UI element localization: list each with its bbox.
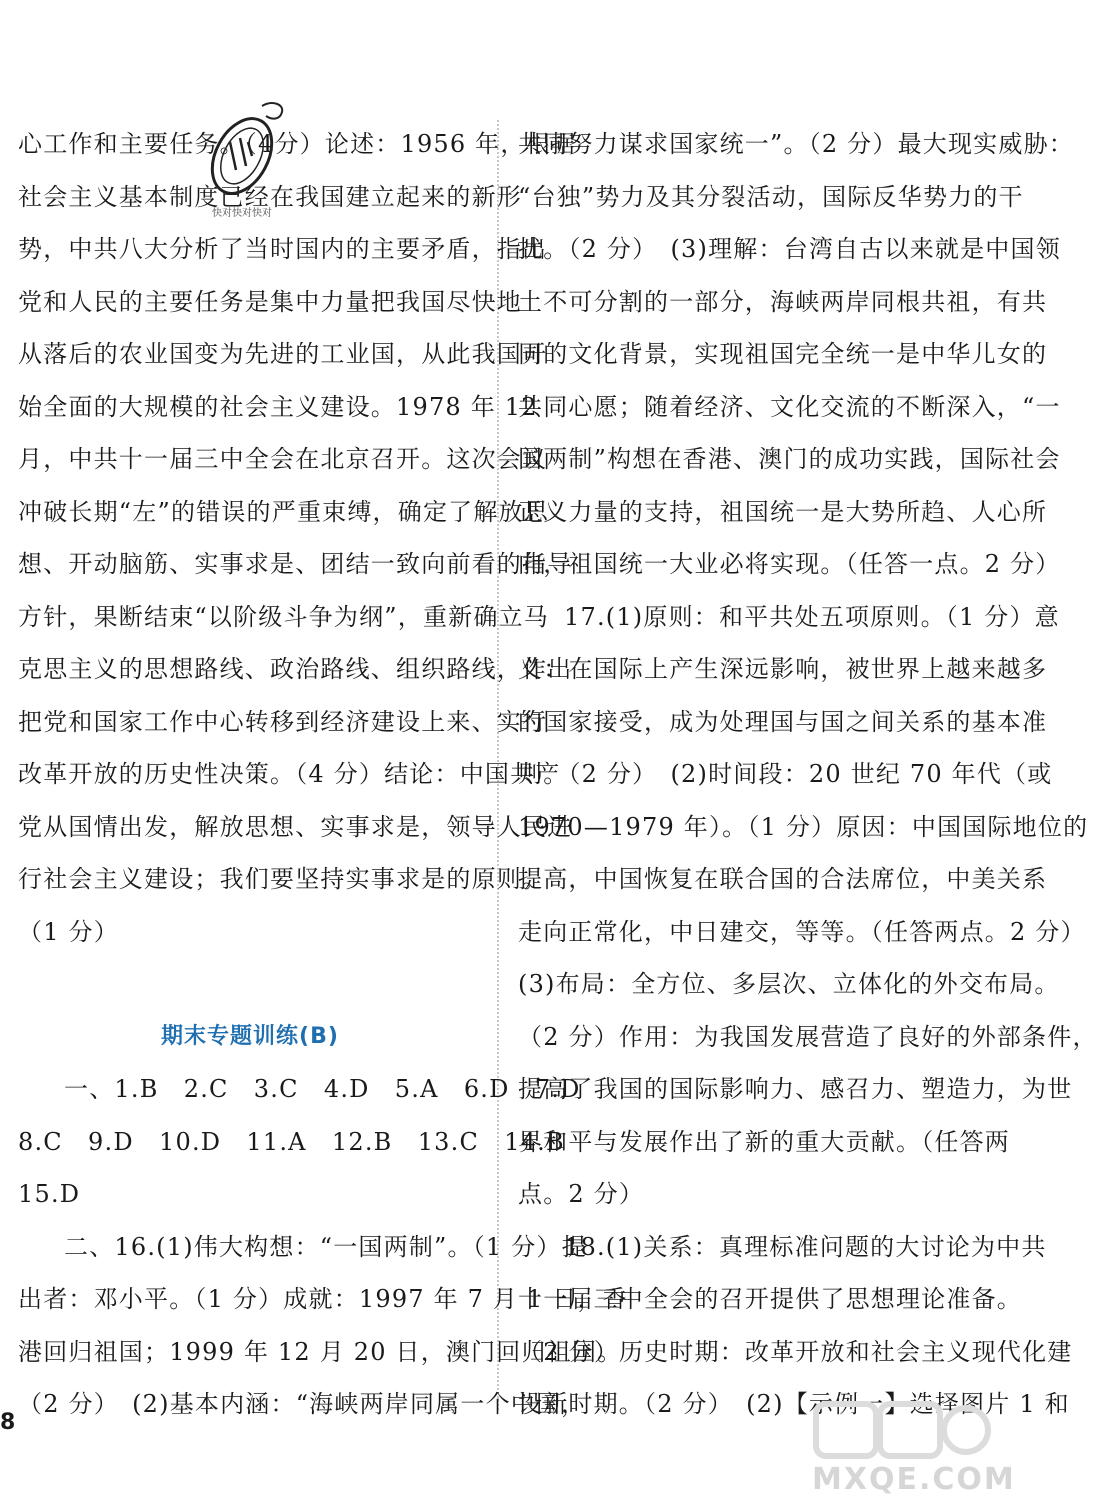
- right-column: [518, 118, 1098, 1431]
- text-line: 冲破长期“左”的错误的严重束缚，确定了解放思: [18, 497, 549, 526]
- text-line: 改革开放的历史性决策。（4 分）结论：中国共产: [18, 760, 561, 788]
- text-line: 国两制”构想在香港、澳门的成功实践，国际社会: [518, 445, 1061, 473]
- text-line: 则。（2 分） (2)时间段：20 世纪 70 年代（或: [518, 760, 1053, 788]
- text-line: 17.(1)原则：和平共处五项原则。（1 分）意: [564, 602, 1060, 631]
- text-line: 行社会主义建设；我们要坚持实事求是的原则。: [18, 865, 548, 893]
- text-line: 土不可分割的一部分，海峡两岸同根共祖，有共: [518, 287, 1048, 316]
- text-line: 始全面的大规模的社会主义建设。1978 年 12: [18, 392, 538, 421]
- text-line: 月，中共十一届三中全会在北京召开。这次会议: [18, 445, 548, 473]
- text-line: 共同努力谋求国家统一”。（2 分）最大现实威胁：: [518, 130, 1074, 158]
- text-line: 克思主义的思想路线、政治路线、组织路线，作出: [18, 655, 573, 683]
- text-line: 界和平与发展作出了新的重大贡献。（任答两: [518, 1127, 1010, 1156]
- text-line: 正义力量的支持，祖国统一是大势所趋、人心所: [518, 497, 1048, 526]
- text-line: 8.C 9.D 10.D 11.A 12.B 13.C 14.B: [18, 1127, 565, 1156]
- text-line: 提高了我国的国际影响力、感召力、塑造力，为世: [518, 1075, 1073, 1103]
- text-line: 点。2 分）: [518, 1180, 645, 1208]
- text-line: 向，祖国统一大业必将实现。（任答一点。2 分）: [518, 550, 1061, 578]
- text-line: 1970—1979 年）。（1 分）原因：中国国际地位的: [518, 812, 1089, 841]
- text-line: 从落后的农业国变为先进的工业国，从此我国开: [18, 340, 548, 368]
- text-line: “台独”势力及其分裂活动，国际反华势力的干: [518, 182, 1024, 211]
- text-line: 方针，果断结束“以阶级斗争为纲”，重新确立马: [18, 602, 549, 631]
- stamp-caption: 快对快对快对: [212, 208, 272, 219]
- text-line: 心工作和主要任务。（4分）论述：1956 年，根据: [18, 130, 576, 158]
- text-line: 扰。（2 分） (3)理解：台湾自古以来就是中国领: [518, 235, 1061, 263]
- text-line: 把党和国家工作中心转移到经济建设上来、实行: [18, 707, 548, 736]
- text-line: 设新时期。（2 分） (2)【示例一】选择图片 1 和: [518, 1390, 1070, 1418]
- text-line: 共同心愿；随着经济、文化交流的不断深入，“一: [518, 392, 1061, 421]
- text-line: 二、16.(1)伟大构想：“一国两制”。（1 分）提: [64, 1232, 587, 1261]
- text-line: 18.(1)关系：真理标准问题的大讨论为中共: [564, 1232, 1047, 1261]
- text-line: 一、1.B 2.C 3.C 4.D 5.A 6.D 7.D: [64, 1075, 581, 1103]
- text-line: 社会主义基本制度已经在我国建立起来的新形: [18, 182, 522, 211]
- text-line: 十一届三中全会的召开提供了思想理论准备。: [518, 1285, 1022, 1313]
- text-line: 提高，中国恢复在联合国的合法席位，中美关系: [518, 865, 1048, 893]
- text-line: （2 分）作用：为我国发展营造了良好的外部条件，: [518, 1022, 1098, 1051]
- text-line: 想、开动脑筋、实事求是、团结一致向前看的指导: [18, 550, 573, 578]
- text-line: [18, 958, 482, 1011]
- text-line: 走向正常化，中日建交，等等。（任答两点。2 分）: [518, 917, 1086, 946]
- text-line: 义：在国际上产生深远影响，被世界上越来越多: [518, 655, 1048, 683]
- watermark-text: MXQE.COM: [812, 1462, 1016, 1497]
- text-line: 同的文化背景，实现祖国完全统一是中华儿女的: [518, 340, 1048, 368]
- text-line: 党和人民的主要任务是集中力量把我国尽快地: [18, 287, 522, 316]
- text-line: 15.D: [18, 1180, 81, 1208]
- text-line: （1 分）: [18, 917, 119, 946]
- page-number: 8: [0, 1410, 16, 1435]
- text-line: 出者：邓小平。（1 分）成就：1997 年 7 月 1 日，香: [18, 1285, 628, 1313]
- answer-stamp-icon: [202, 98, 294, 218]
- text-line: （2 分）历史时期：改革开放和社会主义现代化建: [518, 1337, 1073, 1366]
- text-line: 党从国情出发，解放思想、实事求是，领导人民进: [18, 812, 573, 841]
- text-line: 的国家接受，成为处理国与国之间关系的基本准: [518, 707, 1048, 736]
- text-line: (3)布局：全方位、多层次、立体化的外交布局。: [518, 970, 1060, 998]
- text-line: 势，中共八大分析了当时国内的主要矛盾，指出: [18, 235, 548, 263]
- text-line: （2 分） (2)基本内涵：“海峡两岸同属一个中国，: [18, 1390, 587, 1418]
- section-heading: 期末专题训练(B): [161, 1023, 339, 1049]
- text-line: 港回归祖国；1999 年 12 月 20 日，澳门回归祖国。: [18, 1337, 623, 1366]
